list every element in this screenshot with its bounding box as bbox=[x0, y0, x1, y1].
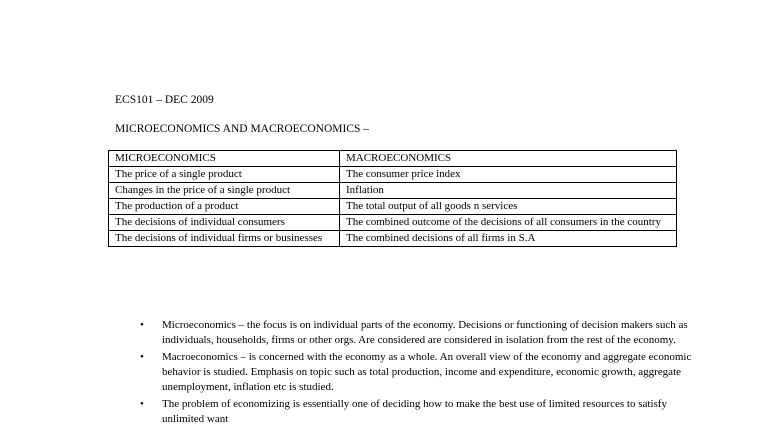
table-cell: The combined outcome of the decisions of all consumers in the country bbox=[340, 215, 677, 231]
comparison-table bbox=[108, 150, 677, 247]
list-item-text: Macroeconomics – is concerned with the economy as a whole. An overall view of the economy and aggregate economic behavior is studied. Emphasis on topic such as total production, income and expenditure, economic growth, aggregate unemployment, inflation etc is studied. bbox=[162, 351, 692, 393]
table-header-macro: MACROECONOMICS bbox=[340, 151, 677, 167]
table-row bbox=[109, 231, 677, 247]
table-row bbox=[109, 183, 677, 199]
document-subheading: MICROECONOMICS AND MACROECONOMICS – bbox=[115, 123, 369, 135]
table-cell: The production of a product bbox=[109, 199, 340, 215]
table-cell: The combined decisions of all firms in S.A bbox=[340, 231, 677, 247]
list-item-text: Microeconomics – the focus is on individual parts of the economy. Decisions or functioning of decision makers such as individuals, households, firms or other orgs. Are considered are considered in isolation from the rest of the economy. bbox=[162, 319, 688, 346]
table-row bbox=[109, 215, 677, 231]
list-item bbox=[140, 397, 700, 427]
bullet-icon: • bbox=[140, 319, 144, 331]
table-cell: The price of a single product bbox=[109, 167, 340, 183]
bullet-icon: • bbox=[140, 351, 144, 363]
table-header-row bbox=[109, 151, 677, 167]
table-cell: The total output of all goods n services bbox=[340, 199, 677, 215]
table-cell: The decisions of individual firms or businesses bbox=[109, 231, 340, 247]
table-row bbox=[109, 199, 677, 215]
table-header-micro: MICROECONOMICS bbox=[109, 151, 340, 167]
bullet-list bbox=[140, 318, 700, 429]
list-item bbox=[140, 318, 700, 348]
list-item bbox=[140, 350, 700, 395]
table-cell: The consumer price index bbox=[340, 167, 677, 183]
bullet-icon: • bbox=[140, 398, 144, 410]
document-heading: ECS101 – DEC 2009 bbox=[115, 94, 214, 106]
table-row bbox=[109, 167, 677, 183]
table-cell: Changes in the price of a single product bbox=[109, 183, 340, 199]
table-cell: The decisions of individual consumers bbox=[109, 215, 340, 231]
table-cell: Inflation bbox=[340, 183, 677, 199]
list-item-text: The problem of economizing is essentially one of deciding how to make the best use of limited resources to satisfy unlimited want bbox=[162, 398, 667, 425]
